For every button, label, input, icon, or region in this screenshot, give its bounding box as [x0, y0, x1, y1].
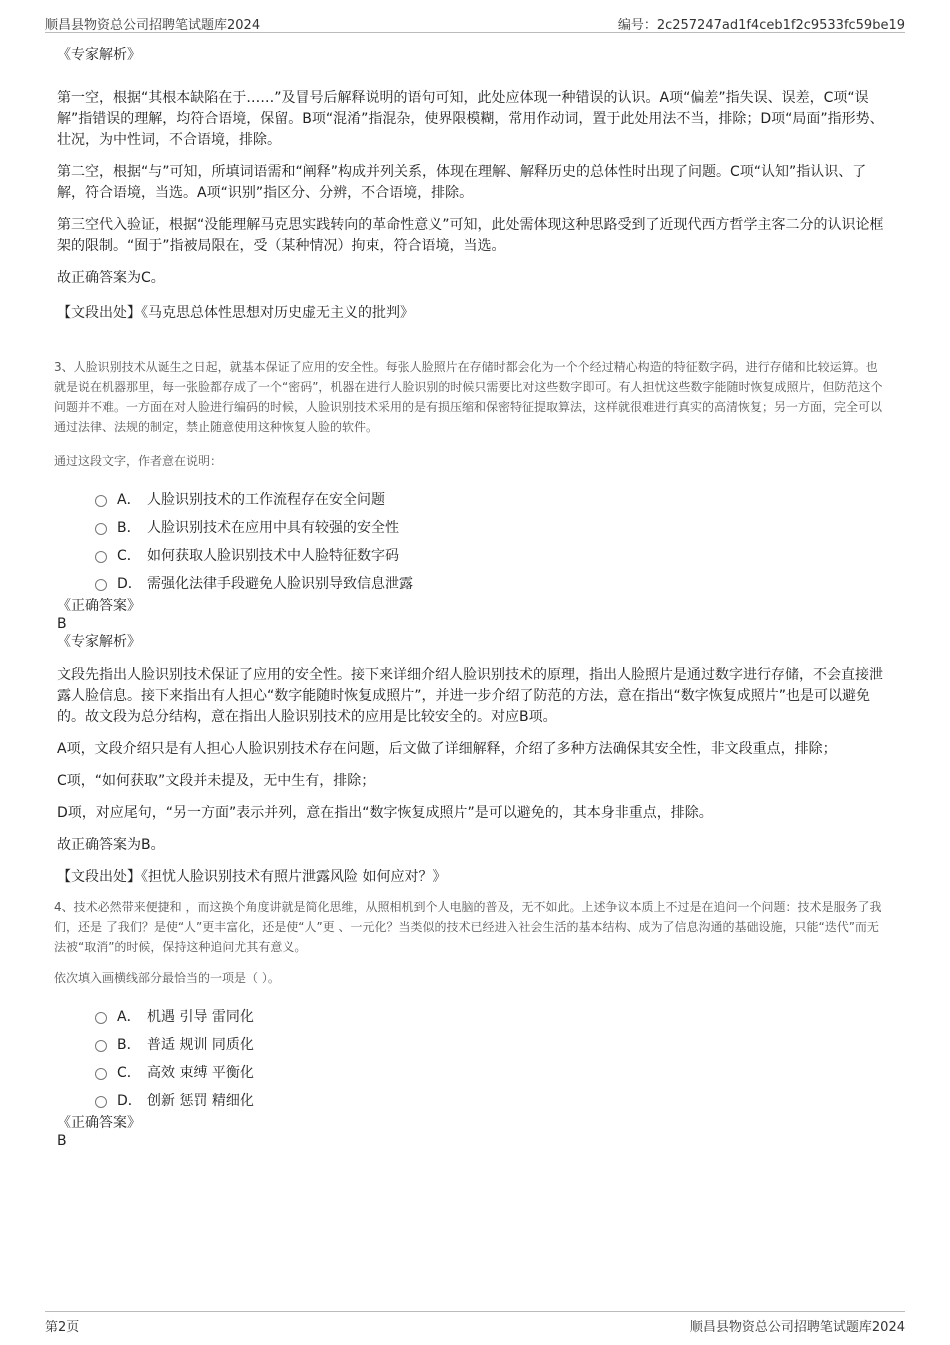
header-title: 顺昌县物资总公司招聘笔试题库2024 — [45, 18, 261, 33]
question-prompt: 通过这段文字，作者意在说明： — [54, 454, 223, 468]
radio-icon[interactable] — [95, 551, 107, 563]
option-c[interactable]: C． 如何获取人脸识别技术中人脸特征数字码 — [95, 541, 887, 569]
answer-conclusion: 故正确答案为C。 — [57, 270, 165, 286]
option-list — [95, 485, 887, 597]
correct-answer-label: 《正确答案》 — [57, 598, 141, 614]
analysis-paragraph: 第一空，根据“其根本缺陷在于……”及冒号后解释说明的语句可知，此处应体现一种错误的认识。A项“偏差”指失误、误差，C项“误解”指错误的理解，均符合语境，保留。B项“混淆”指混杂，使界限模糊，常用作动词，置于此处用法不当，排除；D项“局面”指形势、壮况，为中性词，不合语境，排除。 — [57, 90, 884, 148]
option-list — [95, 1002, 887, 1114]
document-id: 编号：2c257247ad1f4ceb1f2c9533fc59be19 — [617, 18, 905, 33]
radio-icon[interactable] — [95, 523, 107, 535]
page-header — [45, 12, 905, 33]
analysis-paragraph: 文段先指出人脸识别技术保证了应用的安全性。接下来详细介绍人脸识别技术的原理，指出人脸照片是通过数字进行存储，不会直接泄露人脸信息。接下来指出有人担心“数字能随时恢复成照片”，并进一步介绍了防范的方法，意在指出“数字恢复成照片”也是可以避免的。故文段为总分结构，意在指出人脸识别技术的应用是比较安全的。对应B项。 — [57, 667, 883, 725]
page-content — [54, 46, 887, 1150]
question-text: 4、技术必然带来便捷和 ，而这换个角度讲就是简化思维，从照相机到个人电脑的普及，无不如此。上述争议本质上不过是在追问一个问题：技术是服务了我们，还是 了我们？是使“人”更丰富化，还是使“人”更 、一元化？当类似的技术已经进入社会生活的基本结构、成为了信息沟通的基础设施，只能“迭代”而无法被“取消”的时候，保持这种追问尤其有意义。 — [54, 900, 882, 954]
radio-icon[interactable] — [95, 1012, 107, 1024]
source-citation: 【文段出处】《担忧人脸识别技术有照片泄露风险 如何应对？》 — [57, 869, 447, 885]
radio-icon[interactable] — [95, 495, 107, 507]
analysis-paragraph: 第三空代入验证，根据“没能理解马克思实践转向的革命性意义”可知，此处需体现这种思路受到了近现代西方哲学主客二分的认识论框架的限制。“囿于”指被局限在，受（某种情况）拘束，符合语境，当选。 — [57, 217, 884, 254]
option-d[interactable]: D． 需强化法律手段避免人脸识别导致信息泄露 — [95, 569, 887, 597]
correct-answer-label: 《正确答案》 — [57, 1115, 141, 1131]
radio-icon[interactable] — [95, 579, 107, 591]
source-citation: 【文段出处】《马克思总体性思想对历史虚无主义的批判》 — [57, 305, 414, 321]
option-c[interactable]: C． 高效 束缚 平衡化 — [95, 1058, 887, 1086]
option-b[interactable]: B． 普适 规训 同质化 — [95, 1030, 887, 1058]
answer-conclusion: 故正确答案为B。 — [57, 837, 165, 853]
expert-analysis-label: 《专家解析》 — [57, 634, 141, 650]
option-a[interactable]: A． 人脸识别技术的工作流程存在安全问题 — [95, 485, 887, 513]
footer-title: 顺昌县物资总公司招聘笔试题库2024 — [689, 1320, 905, 1335]
correct-answer: B — [57, 616, 67, 632]
option-b[interactable]: B． 人脸识别技术在应用中具有较强的安全性 — [95, 513, 887, 541]
radio-icon[interactable] — [95, 1096, 107, 1108]
radio-icon[interactable] — [95, 1040, 107, 1052]
analysis-paragraph: 第二空，根据“与”可知，所填词语需和“阐释”构成并列关系，体现在理解、解释历史的总体性时出现了问题。C项“认知”指认识、了解，符合语境，当选。A项“识别”指区分、分辨，不合语境，排除。 — [57, 164, 867, 201]
correct-answer: B — [57, 1133, 67, 1149]
expert-analysis-label: 《专家解析》 — [57, 47, 141, 63]
option-d[interactable]: D． 创新 惩罚 精细化 — [95, 1086, 887, 1114]
analysis-paragraph: A项，文段介绍只是有人担心人脸识别技术存在问题，后文做了详细解释，介绍了多种方法确保其安全性，非文段重点，排除； — [57, 741, 837, 757]
option-a[interactable]: A． 机遇 引导 雷同化 — [95, 1002, 887, 1030]
question-text: 3、人脸识别技术从诞生之日起，就基本保证了应用的安全性。每张人脸照片在存储时都会化为一个个经过精心构造的特征数字码，进行存储和比较运算。也就是说在机器那里，每一张脸都存成了一个“密码”，机器在进行人脸识别的时候只需要比对这些数字即可。有人担忧这些数字能随时恢复成照片，但防范这个问题并不难。一方面在对人脸进行编码的时候，人脸识别技术采用的是有损压缩和保密特征提取算法，这样就很难进行真实的高清恢复；另一方面，完全可以通过法律、法规的制定，禁止随意使用这种恢复人脸的软件。 — [54, 360, 883, 434]
page-number: 第2页 — [45, 1320, 80, 1335]
question-prompt: 依次填入画横线部分最恰当的一项是（ ）。 — [54, 971, 280, 985]
page-footer — [45, 1311, 905, 1334]
radio-icon[interactable] — [95, 1068, 107, 1080]
analysis-paragraph: D项，对应尾句，“另一方面”表示并列，意在指出“数字恢复成照片”是可以避免的，其本身非重点，排除。 — [57, 805, 713, 821]
analysis-paragraph: C项，“如何获取”文段并未提及，无中生有，排除； — [57, 773, 376, 789]
